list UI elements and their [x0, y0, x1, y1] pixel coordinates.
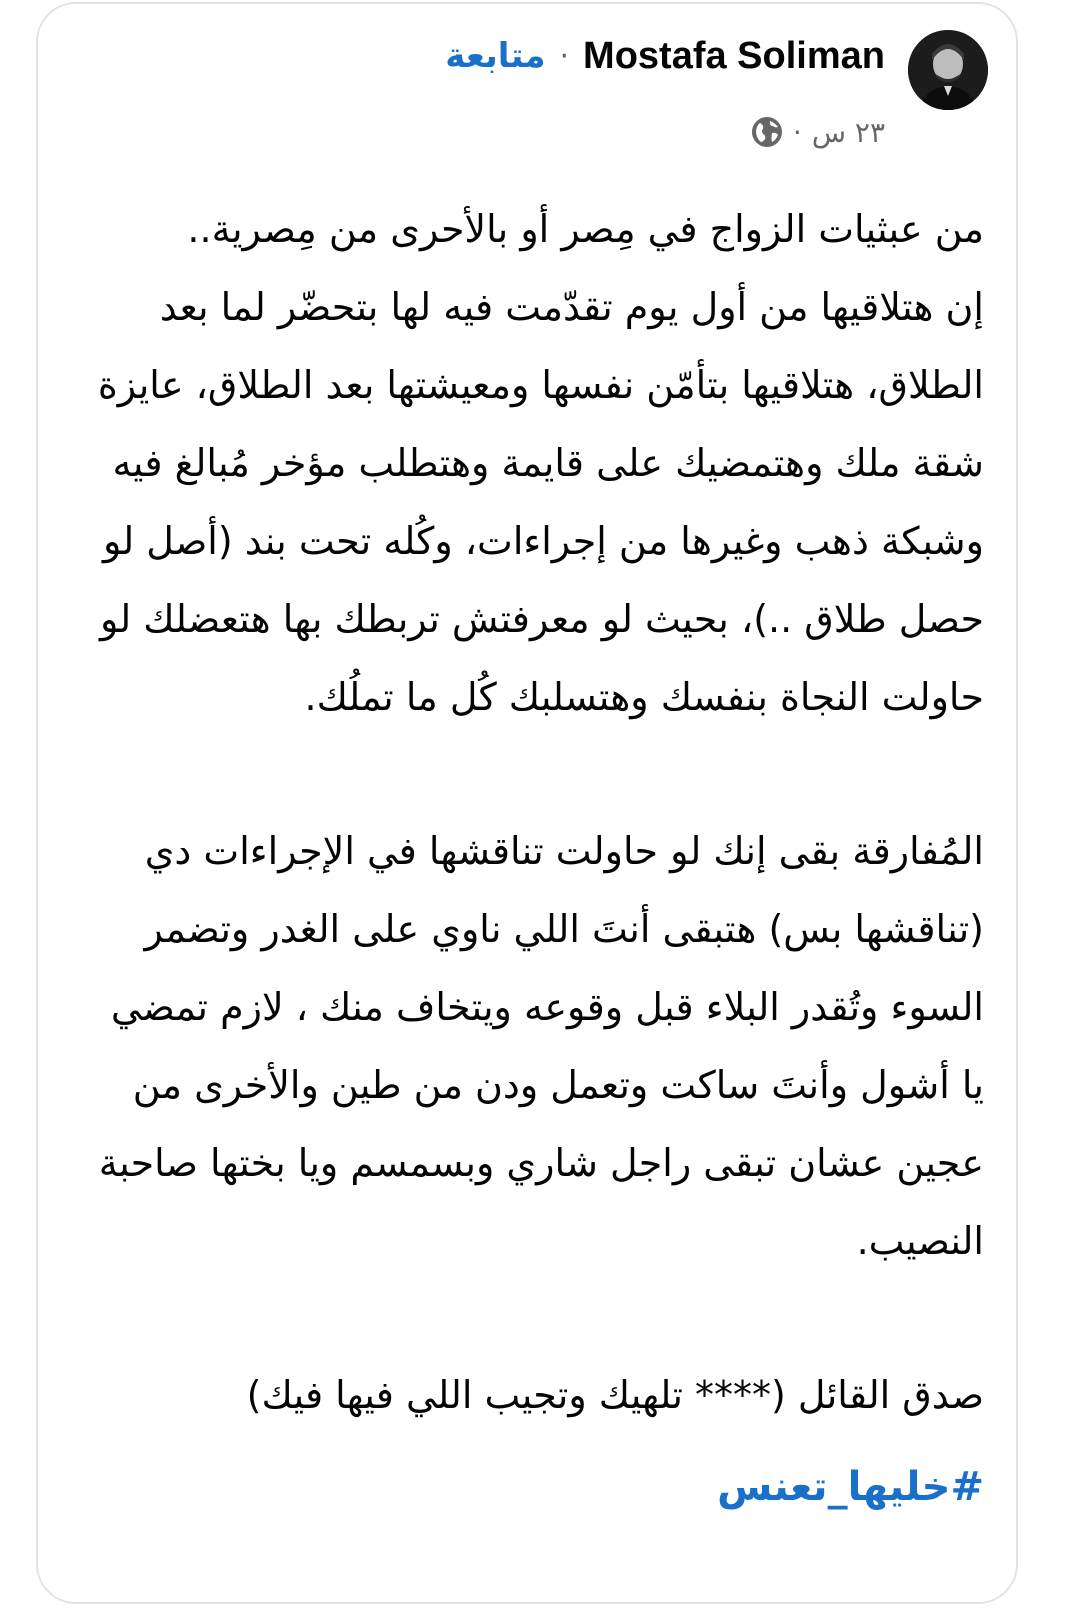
post-text — [84, 190, 984, 1434]
meta-separator: · — [792, 115, 802, 149]
paragraph-spacer — [84, 1280, 984, 1356]
post-header — [445, 28, 885, 84]
post-paragraph-3: صدق القائل (**** تلهيك وتجيب اللي فيها فيك) — [246, 1373, 984, 1417]
paragraph-spacer — [84, 736, 984, 812]
globe-icon[interactable] — [751, 116, 783, 148]
post-paragraph-1: من عبثيات الزواج في مِصر أو بالأحرى من مِصرية.. إن هتلاقيها من أول يوم تقدّمت فيه لها بتحضّر لما بعد الطلاق، هتلاقيها بتأمّن نفسها ومعيشتها بعد الطلاق، عايزة شقة ملك وهتمضيك على قايمة وهتطلب مؤخر مُبالغ فيه وشبكة ذهب وغيرها من إجراءات، وكُله تحت بند (أصل لو حصل طلاق ..)، بحيث لو معرفتش تربطك بها هتعضلك لو حاولت النجاة بنفسك وهتسلبك كُل ما تملُك. — [97, 207, 984, 719]
avatar[interactable] — [908, 30, 988, 110]
avatar-portrait-icon — [908, 30, 988, 110]
follow-button[interactable]: متابعة — [445, 36, 546, 76]
post-paragraph-2: المُفارقة بقى إنك لو حاولت تناقشها في الإجراءات دي (تناقشها بس) هتبقى أنتَ اللي ناوي على الغدر وتضمر السوء وتُقدر البلاء قبل وقوعه ويتخاف منك ، لازم تمضي يا أشول وأنتَ ساكت وتعمل ودن من طين والأخرى من عجين عشان تبقى راجل شاري وبسمسم ويا بختها صاحبة النصيب. — [86, 829, 984, 1263]
hashtag-link[interactable]: #خليها_تعنس — [717, 1464, 984, 1510]
post-meta — [751, 112, 885, 152]
header-separator: · — [559, 38, 570, 74]
author-name[interactable]: Mostafa Soliman — [583, 34, 885, 77]
post-timestamp[interactable]: ٢٣ س — [811, 115, 885, 149]
